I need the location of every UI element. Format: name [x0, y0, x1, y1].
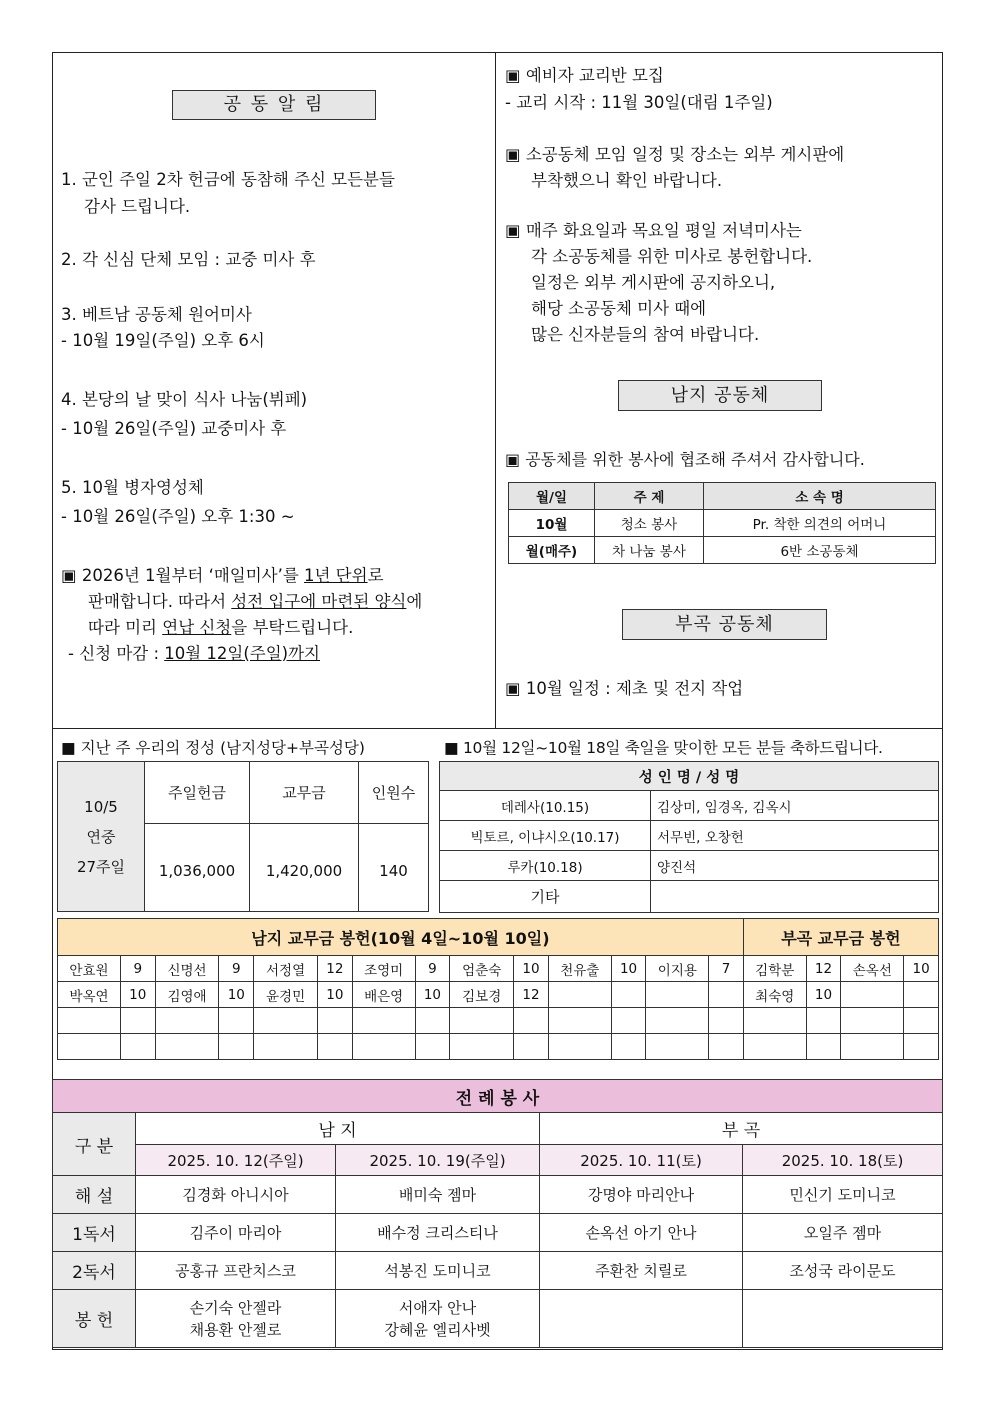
header-topic: 주 제 — [595, 483, 704, 510]
bugok-dues-title: 부곡 교무금 봉헌 — [743, 919, 938, 956]
donor-amount — [611, 1008, 646, 1034]
donor-name — [548, 982, 611, 1008]
donor-name — [254, 1008, 318, 1034]
weekday-mass-notice: ▣ 매주 화요일과 목요일 평일 저녁미사는 — [505, 221, 802, 240]
donor-name — [254, 1034, 318, 1060]
server-name: 강명야 마리안나 — [540, 1176, 743, 1214]
small-community-notice-cont: 부착했으니 확인 바랍니다. — [531, 171, 723, 190]
donor-amount — [514, 1034, 549, 1060]
header-group: 소 속 명 — [704, 483, 936, 510]
liturgy-title: 전 례 봉 사 — [53, 1080, 943, 1113]
donor-name — [58, 1008, 121, 1034]
service-table — [508, 482, 936, 564]
donor-amount — [219, 1008, 254, 1034]
donor-name — [548, 1008, 611, 1034]
server-name: 주환찬 치릴로 — [540, 1252, 743, 1290]
donor-amount — [904, 1034, 939, 1060]
donor-amount — [120, 1034, 155, 1060]
donor-name — [841, 982, 904, 1008]
donor-amount: 12 — [806, 956, 841, 982]
donor-name: 신명선 — [155, 956, 219, 982]
sunday-collection-value: 1,036,000 — [145, 824, 250, 912]
donor-name — [548, 1034, 611, 1060]
missal-notice-line1: ▣ 2026년 1월부터 ‘매일미사’를 1년 단위로 — [61, 566, 384, 585]
weekday-mass-line2: 각 소공동체를 위한 미사로 봉헌합니다. — [531, 247, 813, 266]
namji-dues-title: 남지 교무금 봉헌(10월 4일~10월 10일) — [58, 919, 744, 956]
donor-amount: 10 — [514, 956, 549, 982]
service-group: 6반 소공동체 — [704, 537, 936, 564]
service-date: 월(매주) — [509, 537, 595, 564]
table-row — [440, 881, 939, 913]
role-second-reading: 2독서 — [53, 1252, 136, 1290]
liturgy-table — [52, 1079, 943, 1348]
donor-name — [450, 1034, 514, 1060]
donor-name: 조영미 — [352, 956, 415, 982]
donor-name — [841, 1034, 904, 1060]
table-row — [58, 1008, 939, 1034]
donor-name — [646, 1008, 709, 1034]
donor-name — [155, 1008, 219, 1034]
notice-item-4: 4. 본당의 날 맞이 식사 나눔(뷔페) — [61, 390, 308, 409]
donor-name: 서정열 — [254, 956, 318, 982]
notice-title: 공 동 알 림 — [172, 90, 376, 120]
donor-name — [155, 1034, 219, 1060]
donor-amount: 10 — [318, 982, 353, 1008]
donor-amount: 9 — [415, 956, 450, 982]
notice-item-3-detail: - 10월 19일(주일) 오후 6시 — [61, 331, 265, 350]
namji-community-title: 남지 공동체 — [618, 380, 822, 411]
liturgy-date: 2025. 10. 19(주일) — [336, 1145, 540, 1176]
offering-heading: ■ 지난 주 우리의 정성 (남지성당+부곡성당) — [61, 739, 365, 757]
donor-amount: 10 — [611, 956, 646, 982]
table-row — [509, 537, 936, 564]
saint-name: 데레사(10.15) — [440, 791, 651, 821]
donor-name: 윤경민 — [254, 982, 318, 1008]
donor-amount: 10 — [806, 982, 841, 1008]
donor-name: 천유출 — [548, 956, 611, 982]
donor-amount — [904, 1008, 939, 1034]
liturgy-category-header: 구 분 — [53, 1113, 136, 1176]
saint-name: 루카(10.18) — [440, 851, 651, 881]
weekday-mass-line3: 일정은 외부 게시판에 공지하오니, — [531, 273, 776, 292]
service-topic: 청소 봉사 — [595, 510, 704, 537]
donor-amount — [709, 1034, 743, 1060]
liturgy-date: 2025. 10. 11(토) — [540, 1145, 743, 1176]
church-dues-value: 1,420,000 — [250, 824, 359, 912]
donor-name: 김영애 — [155, 982, 219, 1008]
person-names: 김상미, 임경옥, 김옥시 — [651, 791, 939, 821]
offertory-bugok-2 — [743, 1290, 943, 1348]
donor-amount: 9 — [219, 956, 254, 982]
donor-amount: 10 — [904, 956, 939, 982]
offertory-namji-2: 서애자 안나 강혜윤 엘리사벳 — [336, 1290, 540, 1348]
service-group: Pr. 착한 의견의 어머니 — [704, 510, 936, 537]
header-sunday-collection: 주일헌금 — [145, 762, 250, 824]
donor-amount — [415, 1034, 450, 1060]
table-row — [58, 1034, 939, 1060]
header-date: 월/일 — [509, 483, 595, 510]
service-date: 10월 — [509, 510, 595, 537]
donor-amount — [904, 982, 939, 1008]
table-row — [53, 1176, 943, 1214]
small-community-notice: ▣ 소공동체 모임 일정 및 장소는 외부 게시판에 — [505, 145, 845, 164]
server-name: 배수정 크리스티나 — [336, 1214, 540, 1252]
offertory-namji-1: 손기숙 안젤라 채용환 안젤로 — [136, 1290, 336, 1348]
donor-amount — [318, 1034, 353, 1060]
feast-table — [439, 761, 939, 913]
offertory-bugok-1 — [540, 1290, 743, 1348]
missal-deadline: - 신청 마감 : 10월 12일(주일)까지 — [68, 644, 320, 663]
bugok-schedule: ▣ 10월 일정 : 제초 및 전지 작업 — [505, 679, 744, 698]
feast-heading: ■ 10월 12일~10월 18일 축일을 맞이한 모든 분들 축하드립니다. — [444, 739, 883, 757]
notice-item-3: 3. 베트남 공동체 원어미사 — [61, 305, 252, 324]
section-divider — [52, 728, 943, 729]
donor-name: 손옥선 — [841, 956, 904, 982]
donor-amount — [709, 982, 743, 1008]
offering-date: 10/5 연중 27주일 — [58, 762, 145, 912]
donor-amount — [318, 1008, 353, 1034]
donor-name — [352, 1008, 415, 1034]
donor-amount: 10 — [415, 982, 450, 1008]
attendance-value: 140 — [359, 824, 429, 912]
table-row — [53, 1290, 943, 1348]
liturgy-namji-header: 남 지 — [136, 1113, 540, 1145]
donor-amount: 12 — [318, 956, 353, 982]
donor-name: 김학분 — [743, 956, 806, 982]
table-row — [53, 1252, 943, 1290]
notice-item-4-detail: - 10월 26일(주일) 교중미사 후 — [61, 419, 287, 438]
weekday-mass-line4: 해당 소공동체 미사 때에 — [531, 299, 707, 318]
bugok-community-title: 부곡 공동체 — [622, 609, 827, 640]
saint-name: 기타 — [440, 881, 651, 913]
liturgy-bugok-header: 부 곡 — [540, 1113, 943, 1145]
role-first-reading: 1독서 — [53, 1214, 136, 1252]
dues-table — [57, 918, 939, 1060]
donor-name: 박옥연 — [58, 982, 121, 1008]
donor-amount: 7 — [709, 956, 743, 982]
donor-name: 엄춘숙 — [450, 956, 514, 982]
role-offertory: 봉 헌 — [53, 1290, 136, 1348]
server-name: 민신기 도미니코 — [743, 1176, 943, 1214]
donor-name: 이지용 — [646, 956, 709, 982]
table-row — [440, 851, 939, 881]
donor-name: 최숙영 — [743, 982, 806, 1008]
person-names: 서무빈, 오창헌 — [651, 821, 939, 851]
notice-item-5: 5. 10월 병자영성체 — [61, 478, 204, 497]
server-name: 석봉진 도미니코 — [336, 1252, 540, 1290]
notice-item-1: 1. 군인 주일 2차 헌금에 동참해 주신 모든분들 — [61, 170, 395, 189]
catechumen-title: ▣ 예비자 교리반 모집 — [505, 66, 664, 85]
donor-name: 안효원 — [58, 956, 121, 982]
notice-item-2: 2. 각 신심 단체 모임 : 교중 미사 후 — [61, 250, 316, 269]
donor-amount: 10 — [120, 982, 155, 1008]
weekday-mass-line5: 많은 신자분들의 참여 바랍니다. — [531, 325, 760, 344]
service-table-header — [509, 483, 936, 510]
server-name: 김경화 아니시아 — [136, 1176, 336, 1214]
donor-name: 김보경 — [450, 982, 514, 1008]
offering-table — [57, 761, 429, 912]
donor-name — [352, 1034, 415, 1060]
donor-name — [450, 1008, 514, 1034]
namji-thanks: ▣ 공동체를 위한 봉사에 협조해 주셔서 감사합니다. — [505, 450, 865, 469]
service-topic: 차 나눔 봉사 — [595, 537, 704, 564]
donor-amount: 9 — [120, 956, 155, 982]
server-name: 김주이 마리아 — [136, 1214, 336, 1252]
missal-notice-line3: 따라 미리 연납 신청을 부탁드립니다. — [88, 618, 354, 637]
notice-item-1-cont: 감사 드립니다. — [84, 197, 191, 216]
table-row — [440, 821, 939, 851]
donor-amount — [611, 1034, 646, 1060]
saint-name: 빅토르, 이냐시오(10.17) — [440, 821, 651, 851]
donor-amount: 12 — [514, 982, 549, 1008]
liturgy-date: 2025. 10. 12(주일) — [136, 1145, 336, 1176]
table-row — [440, 791, 939, 821]
donor-name — [743, 1034, 806, 1060]
person-names — [651, 881, 939, 913]
header-attendance: 인원수 — [359, 762, 429, 824]
table-row — [53, 1214, 943, 1252]
person-names: 양진석 — [651, 851, 939, 881]
feast-header: 성 인 명 / 성 명 — [440, 762, 939, 791]
donor-amount — [120, 1008, 155, 1034]
donor-name: 배은영 — [352, 982, 415, 1008]
missal-notice-line2: 판매합니다. 따라서 성전 입구에 마련된 양식에 — [88, 592, 423, 611]
catechumen-start: - 교리 시작 : 11월 30일(대림 1주일) — [505, 93, 773, 112]
server-name: 조성국 라이문도 — [743, 1252, 943, 1290]
donor-amount: 10 — [219, 982, 254, 1008]
table-row — [58, 982, 939, 1008]
donor-amount — [806, 1008, 841, 1034]
liturgy-date: 2025. 10. 18(토) — [743, 1145, 943, 1176]
donor-name — [841, 1008, 904, 1034]
donor-name — [646, 982, 709, 1008]
table-row — [509, 510, 936, 537]
donor-amount — [709, 1008, 743, 1034]
header-church-dues: 교무금 — [250, 762, 359, 824]
donor-amount — [611, 982, 646, 1008]
donor-name — [743, 1008, 806, 1034]
donor-amount — [219, 1034, 254, 1060]
table-row — [58, 956, 939, 982]
donor-amount — [514, 1008, 549, 1034]
notice-item-5-detail: - 10월 26일(주일) 오후 1:30 ~ — [61, 507, 295, 526]
donor-amount — [415, 1008, 450, 1034]
donor-amount — [806, 1034, 841, 1060]
donor-name — [58, 1034, 121, 1060]
role-commentator: 해 설 — [53, 1176, 136, 1214]
server-name: 배미숙 젬마 — [336, 1176, 540, 1214]
column-divider — [495, 52, 496, 728]
donor-name — [646, 1034, 709, 1060]
server-name: 오일주 젬마 — [743, 1214, 943, 1252]
server-name: 공홍규 프란치스코 — [136, 1252, 336, 1290]
server-name: 손옥선 아기 안나 — [540, 1214, 743, 1252]
